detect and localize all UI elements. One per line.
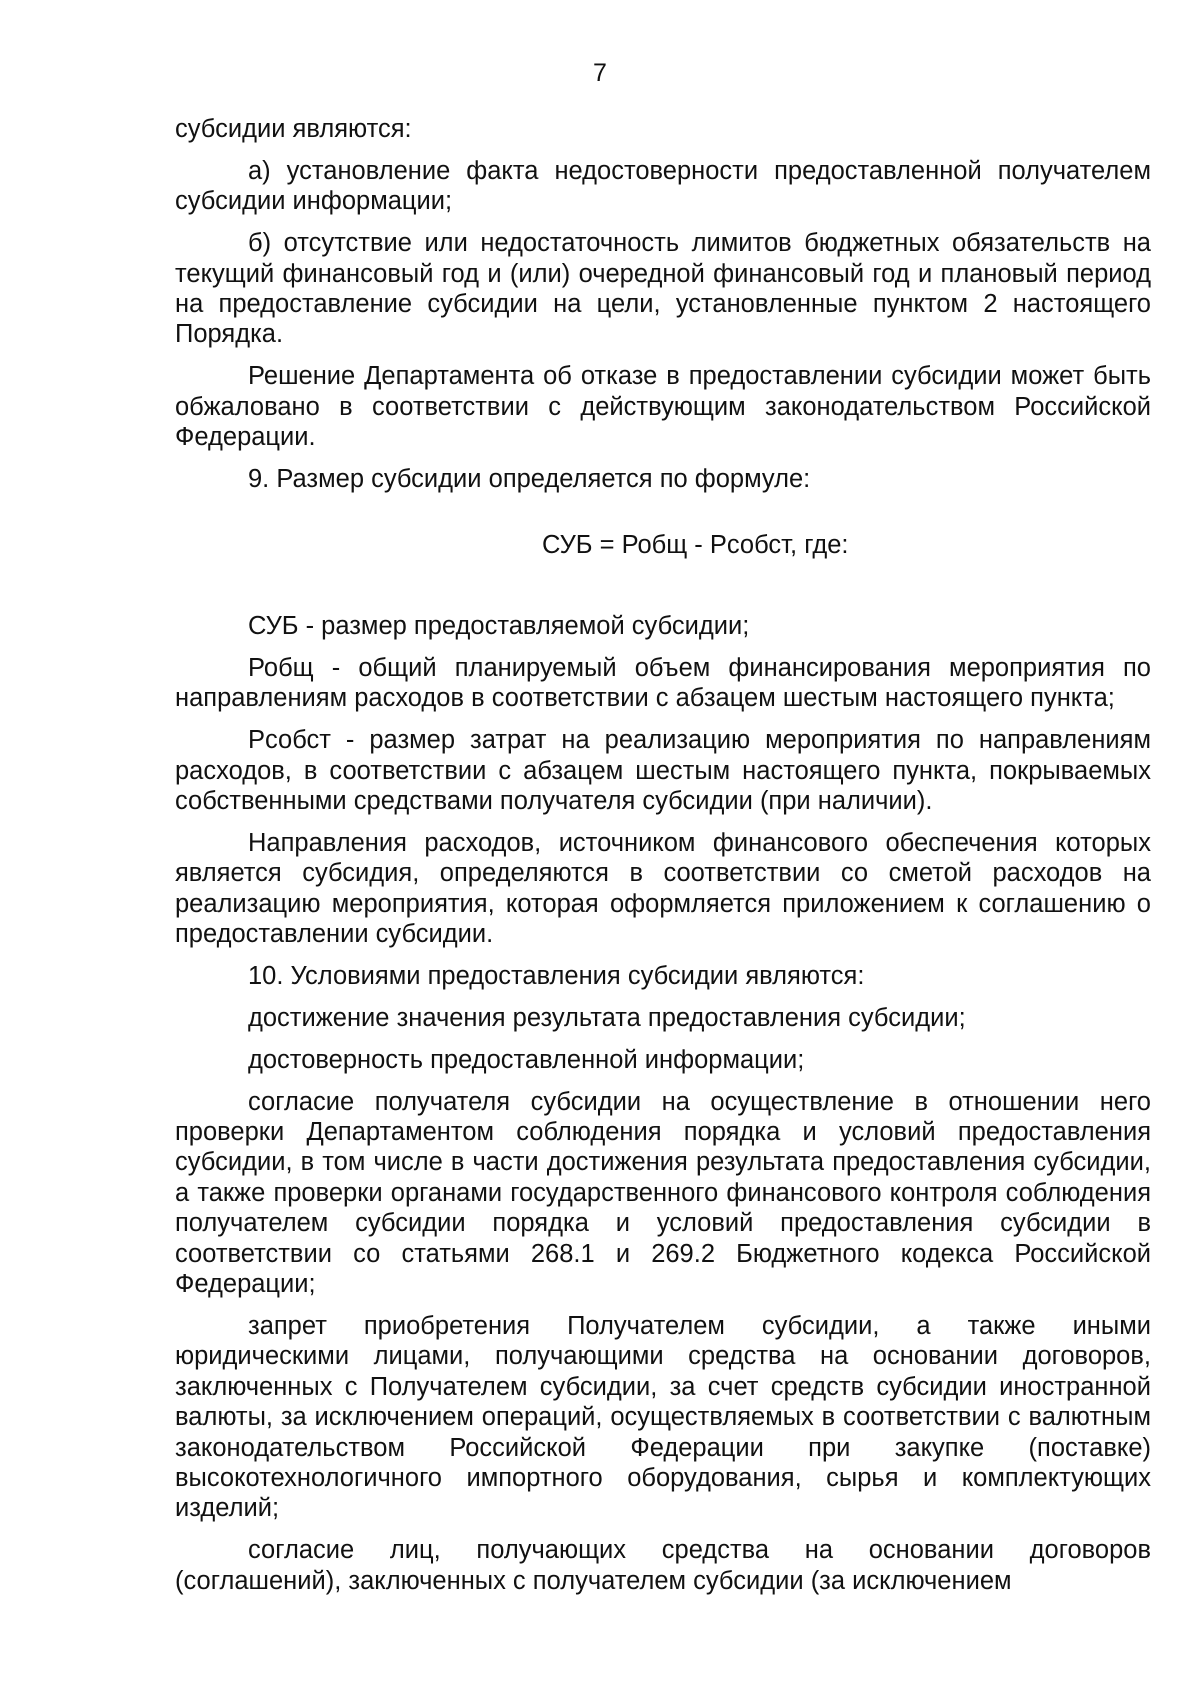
paragraph-appeal: Решение Департамента об отказе в предоставлении субсидии может быть обжаловано в соответствии с действующим законодательством Российской Федерации. bbox=[175, 362, 1151, 452]
paragraph-condition-consent: согласие получателя субсидии на осуществление в отношении него проверки Департаментом соблюдения порядка и условий предоставления субсидии, в том числе в части достижения результата предоставления субсидии, а также проверки органами государственного финансового контроля соблюдения получателем субсидии порядка и условий предоставления субсидии в соответствии со статьями 268.1 и 269.2 Бюджетного кодекса Российской Федерации; bbox=[175, 1087, 1151, 1299]
paragraph-condition-third-party-consent: согласие лиц, получающих средства на основании договоров (соглашений), заключенных с получателем субсидии (за исключением bbox=[175, 1536, 1151, 1595]
document-body bbox=[175, 114, 1151, 1608]
paragraph-definition-sub: СУБ - размер предоставляемой субсидии; bbox=[248, 611, 750, 640]
paragraph-continuation: субсидии являются: bbox=[175, 115, 412, 143]
paragraph-expense-directions: Направления расходов, источником финансового обеспечения которых является субсидия, определяются в соответствии со сметой расходов на реализацию мероприятия, которая оформляется приложением к соглашению о предоставлении субсидии. bbox=[175, 828, 1151, 949]
paragraph-section-10: 10. Условиями предоставления субсидии являются: bbox=[248, 961, 865, 990]
paragraph-item-a: а) установление факта недостоверности предоставленной получателем субсидии информации; bbox=[175, 156, 1151, 216]
paragraph-condition-accuracy: достоверность предоставленной информации; bbox=[248, 1045, 805, 1074]
paragraph-condition-currency-ban: запрет приобретения Получателем субсидии, а также иными юридическими лицами, получающими средства на основании договоров, заключенных с Получателем субсидии, за счет средств субсидии иностранной валюты, за исключением операций, осуществляемых в соответствии с валютным законодательством Российской Федерации при закупке (поставке) высокотехнологичного импортного оборудования, сырья и комплектующих изделий; bbox=[175, 1312, 1151, 1523]
paragraph-item-b: б) отсутствие или недостаточность лимитов бюджетных обязательств на текущий финансовый год и (или) очередной финансовый год и плановый период на предоставление субсидии на цели, установленные пунктом 2 настоящего Порядка. bbox=[175, 229, 1151, 349]
paragraph-condition-result: достижение значения результата предоставления субсидии; bbox=[248, 1003, 966, 1032]
paragraph-definition-rsobst: Рсобст - размер затрат на реализацию мероприятия по направлениям расходов, в соответствии с абзацем шестым настоящего пункта, покрываемых собственными средствами получателя субсидии (при наличии). bbox=[175, 726, 1151, 815]
formula: СУБ = Робщ - Рсобст, где: bbox=[542, 531, 849, 560]
page-number: 7 bbox=[593, 59, 607, 87]
paragraph-section-9: 9. Размер субсидии определяется по формуле: bbox=[248, 465, 811, 494]
paragraph-definition-robsch: Робщ - общий планируемый объем финансирования мероприятия по направлениям расходов в соответствии с абзацем шестым настоящего пункта; bbox=[175, 653, 1151, 713]
